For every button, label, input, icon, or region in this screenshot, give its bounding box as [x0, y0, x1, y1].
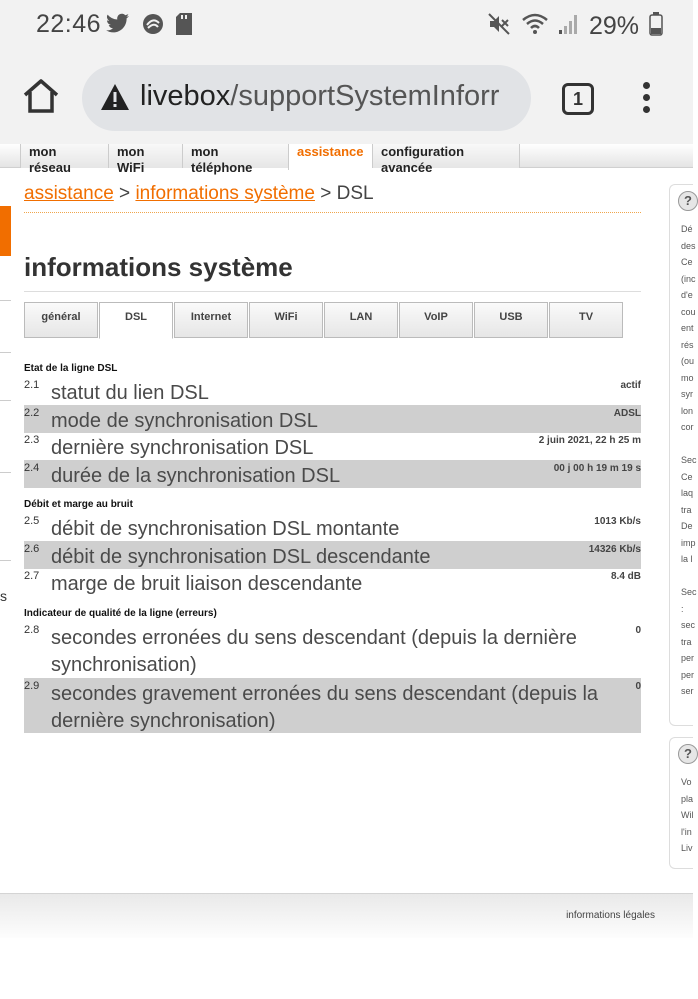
nav-tab-mon-wifi[interactable]: mon WiFi — [108, 144, 182, 168]
help-text-line: rés — [681, 339, 694, 350]
mute-icon — [487, 12, 511, 41]
help-text-line: Dé — [681, 224, 693, 234]
row-value: 8.4 dB — [610, 571, 641, 582]
url-host: livebox — [140, 80, 231, 112]
app-icon — [142, 13, 164, 40]
section-heading-etat-ligne: Etat de la ligne DSL — [24, 363, 118, 374]
help-text — [681, 221, 697, 700]
section-heading-debit-marge: Débit et marge au bruit — [24, 499, 133, 510]
breadcrumb — [24, 183, 374, 205]
table-row — [24, 432, 641, 460]
help-text-line: l'in — [681, 826, 692, 837]
url-path: /supportSystemInforr — [230, 80, 500, 112]
help-text-line: (inc — [681, 273, 696, 284]
table-row — [24, 622, 641, 677]
help-text-line: ser — [681, 686, 694, 696]
row-value: 0 — [635, 681, 641, 692]
subtab-lan[interactable]: LAN — [324, 302, 398, 338]
row-value: 1013 Kb/s — [594, 516, 641, 527]
help-text-line: per — [681, 669, 695, 680]
section-heading-qualite-ligne: Indicateur de qualité de la ligne (erreurs) — [24, 608, 217, 619]
help-text-line: la l — [681, 554, 693, 564]
help-text-line: imp — [681, 537, 696, 548]
help-text-line: cou — [681, 306, 696, 317]
row-label: débit de synchronisation DSL descendante — [51, 546, 431, 568]
breadcrumb-divider — [24, 212, 641, 213]
row-label: dernière synchronisation DSL — [51, 437, 314, 459]
status-time: 22:46 — [36, 10, 102, 38]
table-row — [24, 460, 641, 488]
row-label: statut du lien DSL — [51, 382, 209, 404]
left-sidebar-fragment: s — [0, 588, 7, 604]
help-text-line: syr — [681, 389, 693, 399]
help-panel — [669, 184, 697, 726]
help-text — [681, 774, 694, 857]
signal-icon — [559, 12, 579, 41]
warning-icon[interactable] — [100, 83, 130, 116]
help-text-line — [681, 568, 697, 585]
page-footer — [0, 893, 693, 938]
table-row — [24, 568, 641, 596]
help-text-line: De — [681, 521, 693, 531]
help-text-line: per — [681, 653, 695, 663]
row-number: 2.8 — [24, 624, 40, 636]
table-row — [24, 541, 641, 569]
help-text-line: d'e — [681, 290, 693, 300]
nav-tab-configuration-avancee[interactable]: configuration avancée — [372, 144, 520, 168]
page-title: informations système — [24, 252, 293, 282]
help-text-line: cor — [681, 422, 694, 432]
row-label: mode de synchronisation DSL — [51, 410, 318, 432]
more-menu-icon[interactable] — [639, 82, 653, 118]
address-bar[interactable] — [82, 65, 531, 131]
breadcrumb-sep-2: > — [314, 183, 337, 204]
row-label: durée de la synchronisation DSL — [51, 465, 341, 487]
help-text-line: Vo — [681, 777, 692, 787]
row-number: 2.4 — [24, 462, 40, 474]
table-row — [24, 405, 641, 433]
home-icon[interactable] — [22, 78, 62, 118]
nav-tab-mon-reseau[interactable]: mon réseau — [20, 144, 108, 168]
tab-switcher-button[interactable]: 1 — [562, 83, 594, 115]
help-text-line: Liv — [681, 843, 693, 853]
status-bar — [0, 0, 693, 52]
subtab-internet[interactable]: Internet — [174, 302, 248, 338]
help-text-line: Ce — [681, 471, 693, 482]
breadcrumb-link-assistance[interactable]: assistance — [24, 183, 114, 204]
row-label: marge de bruit liaison descendante — [51, 573, 363, 595]
row-value: ADSL — [613, 408, 641, 419]
subtab-dsl[interactable]: DSL — [99, 302, 173, 339]
help-panel — [669, 737, 693, 869]
help-text-line: Sec — [681, 587, 697, 597]
subtab-tv[interactable]: TV — [549, 302, 623, 338]
legal-info-link[interactable]: informations légales — [566, 910, 655, 921]
help-text-line: mo — [681, 372, 694, 383]
row-number: 2.1 — [24, 379, 40, 391]
help-text-line: pla — [681, 793, 694, 804]
row-number: 2.3 — [24, 434, 40, 446]
twitter-icon — [106, 13, 130, 40]
help-text-line: Sec — [681, 455, 697, 465]
breadcrumb-link-informations-systeme[interactable]: informations système — [135, 183, 315, 204]
row-value: 2 juin 2021, 22 h 25 m — [538, 435, 641, 446]
help-text-line: sec — [681, 620, 696, 630]
table-row — [24, 678, 641, 733]
battery-percent: 29% — [588, 12, 639, 40]
row-label: secondes gravement erronées du sens descendant (depuis la dernière synchronisation) — [51, 683, 599, 732]
breadcrumb-current: DSL — [336, 183, 374, 204]
row-number: 2.5 — [24, 515, 40, 527]
row-number: 2.2 — [24, 407, 40, 419]
row-label: débit de synchronisation DSL montante — [51, 518, 400, 540]
help-text-line: Wil — [681, 810, 694, 820]
row-value: 0 — [635, 625, 641, 636]
help-text-line: Ce — [681, 257, 693, 267]
table-row — [24, 377, 641, 405]
help-text-line: tra — [681, 504, 692, 515]
help-text-line: lon — [681, 405, 694, 416]
row-number: 2.6 — [24, 543, 40, 555]
row-value: 00 j 00 h 19 m 19 s — [553, 463, 641, 474]
subtab-general[interactable]: général — [24, 302, 98, 338]
browser-toolbar — [0, 52, 693, 144]
row-label: secondes erronées du sens descendant (depuis la dernière synchronisation) — [51, 627, 577, 676]
help-text-line: ent — [681, 323, 694, 333]
help-text-line: laq — [681, 488, 694, 498]
help-question-icon[interactable]: ? — [678, 744, 698, 764]
row-number: 2.9 — [24, 680, 40, 692]
battery-icon — [649, 12, 663, 41]
breadcrumb-sep-1: > — [113, 183, 136, 204]
sd-card-icon — [176, 13, 192, 40]
title-divider — [24, 291, 641, 292]
url-text[interactable] — [140, 80, 499, 113]
row-value: 14326 Kb/s — [588, 544, 641, 555]
help-text-line — [681, 436, 697, 453]
wifi-icon — [521, 12, 549, 41]
subtab-voip[interactable]: VoIP — [399, 302, 473, 338]
subtab-wifi[interactable]: WiFi — [249, 302, 323, 338]
help-text-line: (ou — [681, 356, 695, 366]
subtab-usb[interactable]: USB — [474, 302, 548, 338]
table-row — [24, 513, 641, 541]
nav-tab-assistance[interactable]: assistance — [288, 144, 372, 170]
help-text-line: tra — [681, 636, 692, 647]
help-text-line: des — [681, 240, 696, 251]
row-value: actif — [620, 380, 641, 391]
row-number: 2.7 — [24, 570, 40, 582]
nav-tab-mon-telephone[interactable]: mon téléphone — [182, 144, 288, 168]
main-nav — [0, 144, 693, 175]
help-text-line: : — [681, 603, 684, 614]
left-sidebar-active-marker — [0, 206, 11, 256]
web-page — [0, 144, 697, 999]
help-question-icon[interactable]: ? — [678, 191, 698, 211]
